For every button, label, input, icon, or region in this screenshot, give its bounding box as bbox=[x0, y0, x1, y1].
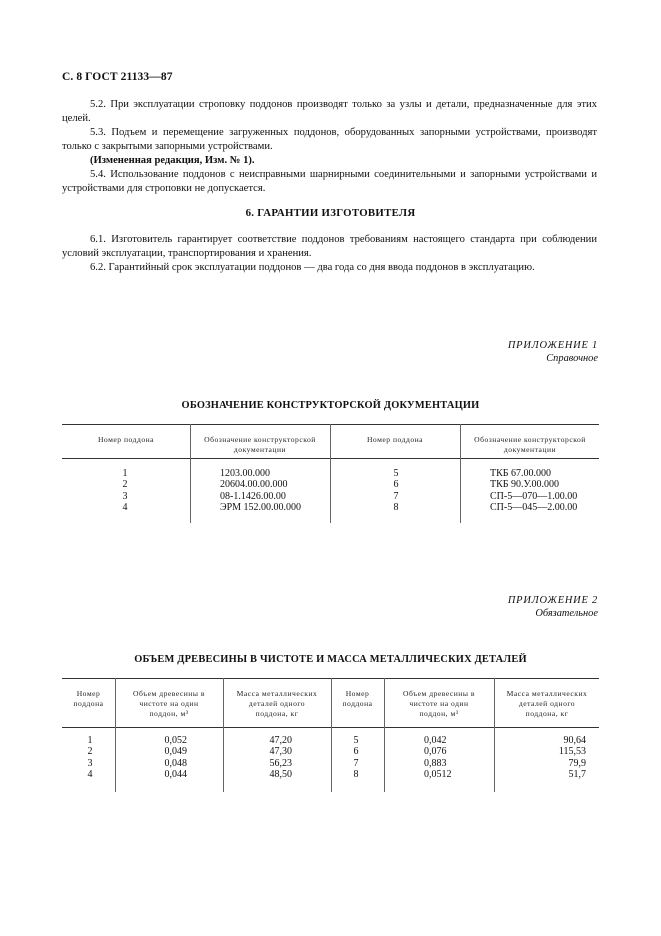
table-cell: СП-5—070—1.00.00 bbox=[490, 490, 578, 502]
table-cell: 7 bbox=[393, 490, 399, 502]
header-line: Масса металлических bbox=[236, 689, 318, 698]
appendix-2-status: Обязательное bbox=[535, 608, 598, 619]
column-header: Номер поддона bbox=[366, 435, 424, 444]
header-line: Объем древесины в bbox=[133, 689, 205, 698]
column-header: Номер поддона bbox=[97, 435, 155, 444]
table-cell: 8 bbox=[353, 769, 359, 781]
column-header: Обозначение конструкторской документации bbox=[474, 435, 586, 454]
header-line: Номер bbox=[76, 689, 101, 698]
wood-volume-column bbox=[424, 735, 452, 781]
table-cell: 3 bbox=[122, 490, 128, 502]
column-header-wood-volume bbox=[115, 689, 223, 719]
paragraph-5-2: 5.2. При эксплуатации строповку поддонов производят только за узлы и детали, предназначенные для этих целей. bbox=[62, 99, 597, 124]
table-cell: 90,64 bbox=[563, 735, 586, 746]
table-cell: 4 bbox=[87, 769, 93, 781]
appendix-1-label bbox=[508, 339, 598, 365]
table-cell: 3 bbox=[87, 757, 93, 769]
paragraph-5-4: 5.4. Использование поддонов с неисправными шарнирными соединительными и запорными устройствами и устройствами для строповки не допускается. bbox=[62, 169, 597, 194]
table-cell: 1 bbox=[122, 468, 128, 479]
pallet-number-column bbox=[381, 468, 411, 514]
table-cell: 1203.00.000 bbox=[220, 468, 270, 479]
column-header-wood-volume bbox=[384, 689, 494, 719]
appendix-2-label bbox=[508, 594, 598, 620]
documentation-column bbox=[490, 468, 577, 514]
paragraph-6-1: 6.1. Изготовитель гарантирует соответствие поддонов требованиям настоящего стандарта при соблюдении условий эксплуатации, транспортирования и хранения. bbox=[62, 234, 597, 259]
table-cell: 6 bbox=[393, 479, 399, 491]
table-cell: 51,7 bbox=[568, 769, 586, 781]
page-header: С. 8 ГОСТ 21133—87 bbox=[62, 71, 173, 83]
table-cell: 2 bbox=[122, 479, 128, 491]
table-cell: 7 bbox=[353, 757, 359, 769]
header-line: поддона, кг bbox=[525, 709, 569, 718]
appendix-2-number: ПРИЛОЖЕНИЕ 2 bbox=[507, 595, 598, 606]
table-cell: 8 bbox=[393, 502, 399, 514]
paragraph-6-2: 6.2. Гарантийный срок эксплуатации поддонов — два года со дня ввода поддонов в эксплуатацию. bbox=[90, 262, 535, 273]
column-header-pallet-number bbox=[62, 689, 115, 709]
table-cell: 79,9 bbox=[568, 757, 586, 769]
header-line: поддона bbox=[342, 699, 373, 708]
table-cell: 6 bbox=[353, 746, 359, 758]
table-cell: ТКБ 67.00.000 bbox=[490, 468, 552, 479]
paragraph-5-3: 5.3. Подъем и перемещение загруженных поддонов, оборудованных запорными устройствами, производят только с закрытыми запорными устройствами. bbox=[62, 127, 597, 152]
section-6-title: 6. ГАРАНТИИ ИЗГОТОВИТЕЛЯ bbox=[245, 207, 416, 219]
header-line: деталей одного bbox=[518, 699, 576, 708]
table-cell: ТКБ 90.У.00.000 bbox=[490, 479, 559, 491]
table-cell: 4 bbox=[122, 502, 128, 514]
table-cell: 0,076 bbox=[424, 746, 447, 758]
appendix-1-number: ПРИЛОЖЕНИЕ 1 bbox=[507, 340, 598, 351]
metal-mass-column bbox=[520, 735, 586, 781]
column-header-metal-mass bbox=[494, 689, 600, 719]
header-line: поддон, м³ bbox=[419, 709, 459, 718]
header-line: чистоте на один bbox=[409, 699, 469, 708]
table-cell: 47,20 bbox=[269, 735, 292, 746]
table-cell: 5 bbox=[353, 735, 359, 746]
table-cell: 0,044 bbox=[164, 769, 187, 781]
table-cell: 47,30 bbox=[269, 746, 292, 758]
header-line: чистоте на один bbox=[139, 699, 199, 708]
table-cell: 115,53 bbox=[558, 746, 586, 758]
metal-mass-column bbox=[240, 735, 292, 781]
header-line: деталей одного bbox=[248, 699, 306, 708]
documentation-column bbox=[220, 468, 301, 514]
header-line: поддона bbox=[73, 699, 104, 708]
table-cell: 2 bbox=[87, 746, 93, 758]
column-header-metal-mass bbox=[223, 689, 331, 719]
table-cell: 0,052 bbox=[164, 735, 187, 746]
appendix-2-title: ОБЪЕМ ДРЕВЕСИНЫ В ЧИСТОТЕ И МАССА МЕТАЛЛИЧЕСКИХ ДЕТАЛЕЙ bbox=[134, 654, 527, 665]
table-cell: 0,0512 bbox=[424, 769, 452, 781]
header-line: поддон, м³ bbox=[149, 709, 189, 718]
table-cell: 0,883 bbox=[424, 757, 447, 769]
pallet-number-column bbox=[341, 735, 371, 781]
table-cell: 48,50 bbox=[269, 769, 292, 781]
table-cell: ЭРМ 152.00.00.000 bbox=[220, 502, 302, 514]
table-cell: 1 bbox=[87, 735, 93, 746]
header-line: Номер bbox=[345, 689, 370, 698]
edition-note: (Измененная редакция, Изм. № 1). bbox=[90, 155, 255, 166]
column-header-pallet-number bbox=[331, 689, 384, 709]
pallet-number-column bbox=[110, 468, 140, 514]
table-cell: 08-1.1426.00.00 bbox=[220, 490, 286, 502]
header-line: Масса металлических bbox=[506, 689, 588, 698]
table-cell: 56,23 bbox=[269, 757, 292, 769]
table-cell: 5 bbox=[393, 468, 399, 479]
table-cell: 0,049 bbox=[164, 746, 187, 758]
pallet-number-column bbox=[75, 735, 105, 781]
header-line: Объем древесины в bbox=[403, 689, 475, 698]
wood-volume-column bbox=[140, 735, 187, 781]
header-line: поддона, кг bbox=[255, 709, 299, 718]
table-cell: 0,042 bbox=[424, 735, 447, 746]
appendix-1-status: Справочное bbox=[546, 353, 598, 364]
table-cell: 20604.00.00.000 bbox=[220, 479, 288, 491]
table-cell: СП-5—045—2.00.00 bbox=[490, 502, 578, 514]
table-cell: 0,048 bbox=[164, 757, 187, 769]
appendix-1-title: ОБОЗНАЧЕНИЕ КОНСТРУКТОРСКОЙ ДОКУМЕНТАЦИИ bbox=[181, 400, 480, 411]
column-header: Обозначение конструкторской документации bbox=[204, 435, 316, 454]
